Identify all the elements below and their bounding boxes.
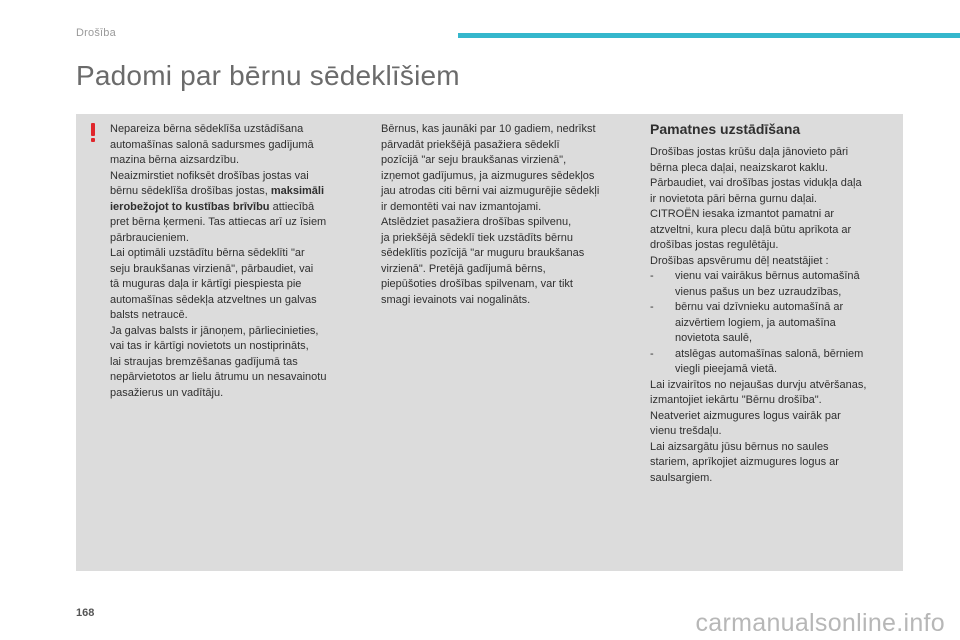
text-line: pārvadāt priekšējā pasažiera sēdeklī — [381, 138, 560, 151]
text-line: seju braukšanas virzienā", pārbaudiet, vai — [110, 262, 314, 275]
text-line: ir novietota pāri bērna gurnu daļai. — [650, 192, 817, 205]
text-line: Drošības apsvērumu dēļ neatstājiet : — [650, 254, 829, 267]
text-line: izmantojiet iekārtu "Bērnu drošība". — [650, 394, 822, 406]
text-line: pozīcijā "ar seju braukšanas virzienā", — [381, 154, 567, 166]
text-line: Neaizmirstiet nofiksēt drošības jostas vai — [110, 169, 309, 182]
text-line: Bērnus, kas jaunāki par 10 gadiem, nedrīkst — [381, 123, 596, 135]
page-number: 168 — [76, 607, 95, 619]
text-line: nepārvietotos ar lielu ātrumu un nesavainotu — [110, 371, 327, 383]
text-line: vienu vai vairākus bērnus automašīnā — [675, 270, 860, 282]
text-line: balsts netraucē. — [110, 309, 188, 321]
text-line: atslēgas automašīnas salonā, bērniem — [675, 347, 864, 360]
booster-column — [650, 145, 902, 486]
text-line: bērnu vai dzīvnieku automašīnā ar — [675, 301, 844, 313]
text-line: Lai aizsargātu jūsu bērnus no saules — [650, 440, 829, 453]
text-line: pret bērna ķermeni. Tas attiecas arī uz īsiem — [110, 216, 327, 228]
bold-emphasis: ierobežojot to kustības brīvību — [110, 200, 270, 213]
text-line: sēdeklītis pozīcijā "ar muguru braukšanas — [381, 247, 585, 259]
text-line: aizvērtiem logiem, ja automašīna — [675, 316, 836, 329]
text-line: saulsargiem. — [650, 471, 713, 484]
section-heading: Pamatnes uzstādīšana — [650, 121, 801, 137]
text-line: vienu trešdaļu. — [650, 425, 722, 437]
text-line: novietota saulē, — [675, 332, 753, 344]
text-line: smagi ievainots vai nogalināts. — [381, 293, 531, 306]
text-line: bērnu sēdeklīša drošības jostas, maksimāli — [110, 185, 325, 197]
list-item: - bērnu vai dzīvnieku automašīnā ar aizvērtiem logiem, ja automašīna novietota saulē, — [650, 300, 902, 347]
text-line: stariem, aprīkojiet aizmugures logus ar — [650, 456, 839, 468]
text-line: vienus pašus un bez uzraudzības, — [675, 285, 842, 298]
page-title: Padomi par bērnu sēdeklīšiem — [76, 60, 460, 91]
text-line: bērna pleca daļai, neaizskarot kaklu. — [650, 161, 828, 174]
text-line: ja priekšējā sēdeklī tiek uzstādīts bērnu — [381, 231, 573, 244]
text-line: jau atrodas citi bērni vai aizmugurējie sēdekļi — [381, 185, 600, 197]
text-line: automašīnas sēdekļa atzveltnes un galvas — [110, 293, 317, 306]
text-line: virzienā". Pretējā gadījumā bērns, — [381, 262, 546, 275]
text-line: pasažierus un vadītāju. — [110, 386, 224, 399]
text-line: mazina bērna aizsardzību. — [110, 154, 240, 166]
list-item: - vienu vai vairākus bērnus automašīnā vienus pašus un bez uzraudzības, — [650, 269, 902, 300]
text-line: Drošības jostas krūšu daļa jānovieto pāri — [650, 146, 849, 158]
airbag-column — [381, 122, 631, 308]
text-line: ierobežojot to kustības brīvību attiecībā — [110, 200, 315, 213]
text-line: ir demontēti vai nav izmantojami. — [381, 200, 542, 213]
text-line: Lai izvairītos no nejaušas durvju atvēršanas, — [650, 378, 867, 391]
text-line: atzveltni, kura plecu daļā būtu aprīkota ar — [650, 223, 852, 236]
section-label: Drošība — [76, 27, 116, 39]
warning-column — [110, 122, 358, 401]
red-exclamation-icon — [88, 121, 98, 143]
text-line: drošības jostas regulētāju. — [650, 239, 779, 251]
text-line: pārbraucieniem. — [110, 231, 189, 244]
text-line: Nepareiza bērna sēdeklīša uzstādīšana — [110, 123, 304, 135]
list-item: - atslēgas automašīnas salonā, bērniem viegli pieejamā vietā. — [650, 347, 902, 378]
header-accent-bar — [458, 33, 960, 38]
text-line: Neatveriet aizmugures logus vairāk par — [650, 409, 841, 422]
text-line: Ja galvas balsts ir jānoņem, pārliecinieties, — [110, 324, 319, 337]
text-line: Atslēdziet pasažiera drošības spilvenu, — [381, 216, 572, 228]
text-line: Pārbaudiet, vai drošības jostas vidukļa daļa — [650, 177, 862, 189]
bold-emphasis: maksimāli — [270, 185, 325, 197]
text-line: izņemot gadījumus, ja aizmugures sēdekļos — [381, 169, 595, 182]
text-line: vai tas ir kārtīgi novietots un nostiprināts, — [110, 340, 309, 352]
text-line: lai straujas bremzēšanas gadījumā tas — [110, 355, 298, 368]
text-line: CITROËN iesaka izmantot pamatni ar — [650, 208, 835, 220]
text-line: Lai optimāli uzstādītu bērna sēdeklīti "ar — [110, 247, 305, 259]
text-line: viegli pieejamā vietā. — [675, 363, 778, 375]
watermark: carmanualsonline.info — [695, 609, 945, 637]
text-line: automašīnas salonā sadursmes gadījumā — [110, 138, 314, 151]
text-line: tā muguras daļa ir kārtīgi piespiesta pie — [110, 278, 302, 290]
text-line: piepūšoties drošības spilvenam, var tikt — [381, 278, 573, 290]
